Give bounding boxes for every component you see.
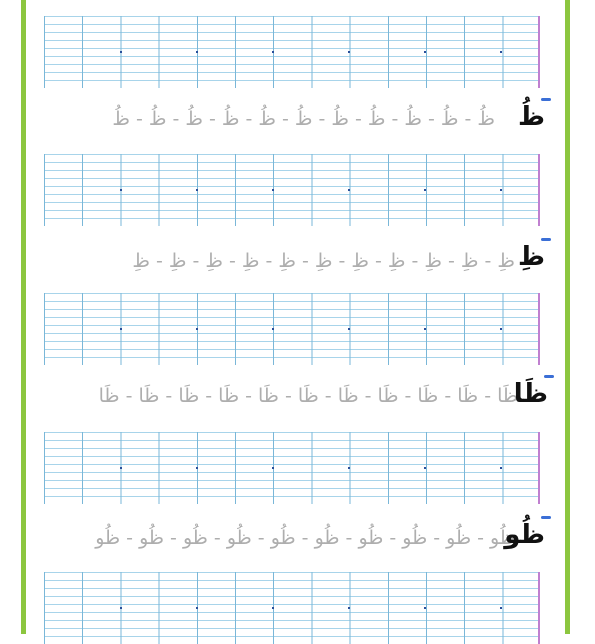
writing-grid-2 [44,154,540,226]
pen-mark-icon [544,375,554,378]
writing-grid-1 [44,16,540,88]
lead-letter-3: ظَا [514,373,548,415]
pen-mark-icon [541,98,551,101]
writing-grid-5 [44,572,540,644]
pen-mark-icon [541,516,551,519]
lead-letter-4: ظُو [504,514,545,556]
trace-row-3: ظَا - ظَا - ظَا - ظَا - ظَا - ظَا - ظَا - ظَا - ظَا - ظَا - ظَا [98,385,518,407]
writing-grid-3 [44,293,540,365]
writing-grid-4 [44,432,540,504]
trace-row-2: ظِ - ظِ - ظِ - ظِ - ظِ - ظِ - ظِ - ظِ - ظِ - ظِ - ظِ [132,250,515,272]
trace-row-4: ظُو - ظُو - ظُو - ظُو - ظُو - ظُو - ظُو - ظُو - ظُو - ظُو [95,527,515,549]
pen-mark-icon [541,238,551,241]
lead-letter-1: ظُ [518,96,545,138]
lead-letter-2: ظِ [518,236,545,278]
trace-row-1: ظُ - ظُ - ظُ - ظُ - ظُ - ظُ - ظُ - ظُ - ظُ - ظُ - ظُ [112,108,495,130]
